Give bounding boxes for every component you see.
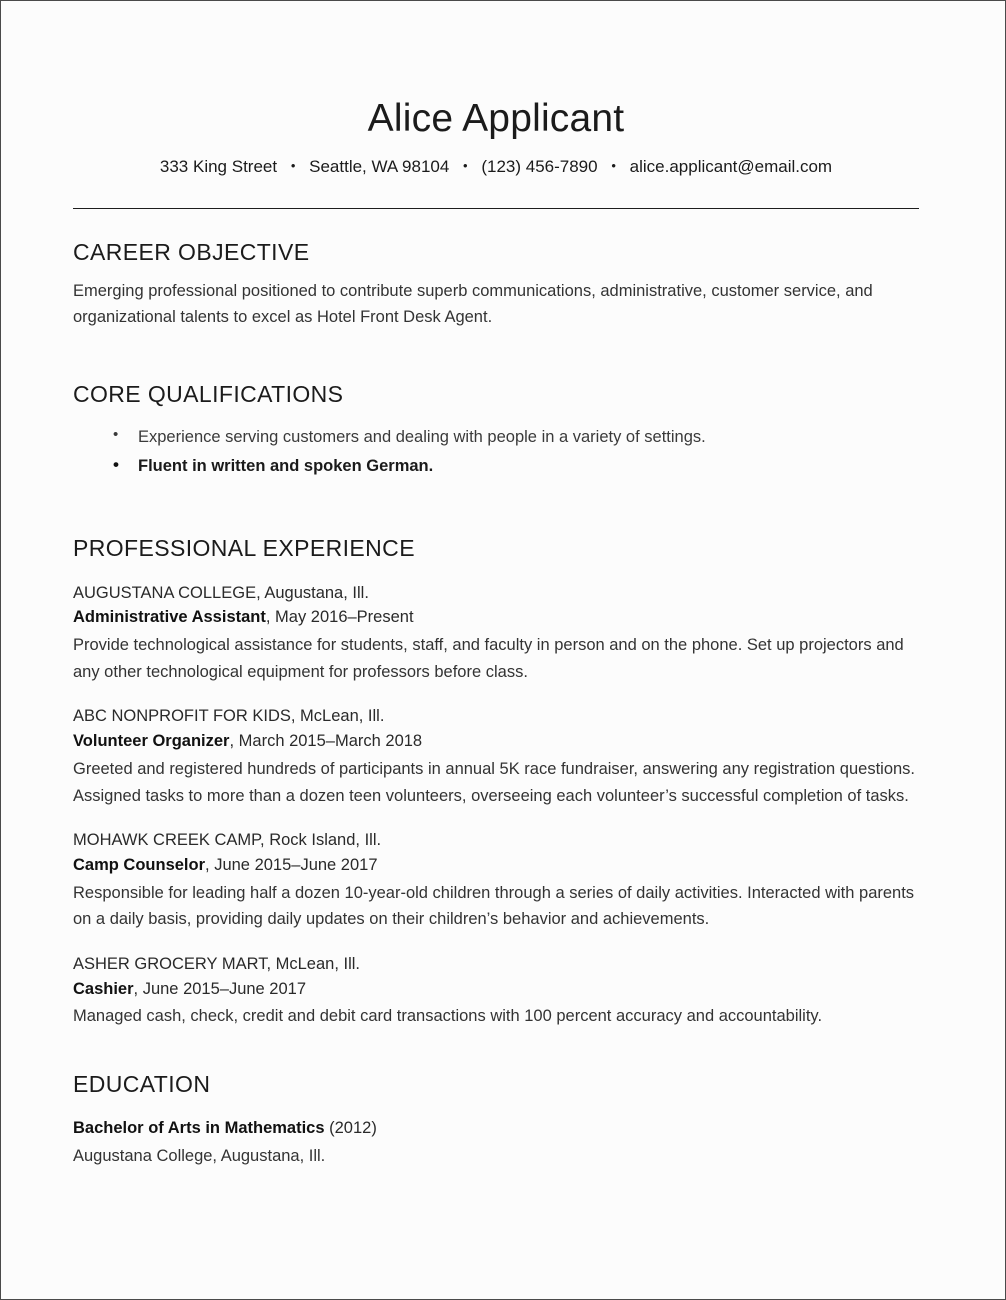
entry-description: Responsible for leading half a dozen 10-year-old children through a series of daily activities. Interacted with parents on a daily basis, providing daily updates on their children’s behavior and achievements. — [73, 883, 915, 929]
entry-dates: , June 2015–June 2017 — [133, 979, 307, 998]
experience-entry — [73, 828, 919, 933]
entry-description: Managed cash, check, credit and debit card transactions with 100 percent accuracy and accountability. — [73, 1007, 823, 1026]
entry-description: Greeted and registered hundreds of participants in annual 5K race fundraiser, answering any registration questions. Assigned tasks to more than a dozen teen volunteers, overseeing each volunteer’s successful completion of tasks. — [73, 759, 916, 805]
experience-entry — [73, 704, 919, 809]
entry-company: AUGUSTANA COLLEGE, Augustana, Ill. — [73, 583, 369, 602]
bullet-separator-icon: • — [290, 157, 296, 173]
entry-role: Cashier — [73, 979, 134, 998]
objective-text: Emerging professional positioned to contribute superb communications, administrative, customer service, and organizational talents to excel as Hotel Front Desk Agent. — [73, 281, 873, 327]
bullet-separator-icon: • — [463, 157, 468, 173]
entry-company: MOHAWK CREEK CAMP, Rock Island, Ill. — [73, 831, 382, 850]
entry-role: Camp Counselor — [73, 855, 206, 874]
entry-company: ASHER GROCERY MART, McLean, Ill. — [73, 954, 361, 973]
entry-role-line — [73, 605, 919, 631]
entry-role-line — [73, 853, 919, 879]
education-school: Augustana College, Augustana, Ill. — [73, 1146, 326, 1165]
bullet-separator-icon: • — [611, 157, 616, 173]
list-item: • Fluent in written and spoken German. — [73, 452, 919, 481]
entry-role: Volunteer Organizer — [73, 732, 230, 751]
entry-dates: , May 2016–Present — [265, 608, 414, 627]
contact-email: alice.applicant@email.com — [629, 156, 833, 176]
contact-address: 333 King Street — [159, 156, 278, 176]
entry-role-line — [73, 729, 919, 755]
entry-company: ABC NONPROFIT FOR KIDS, McLean, Ill. — [73, 707, 385, 726]
contact-city-state-zip: Seattle, WA 98104 — [309, 156, 450, 176]
entry-dates: , June 2015–June 2017 — [205, 855, 378, 874]
experience-entry — [73, 581, 919, 686]
contact-line — [73, 157, 919, 177]
entry-role: Administrative Assistant — [73, 608, 266, 627]
section-heading-objective: CAREER OBJECTIVE — [73, 239, 310, 266]
entry-dates: , March 2015–March 2018 — [229, 732, 423, 751]
section-heading-education: EDUCATION — [73, 1071, 211, 1097]
list-item: • Experience serving customers and dealing with people in a variety of settings. — [73, 423, 919, 452]
resume-content — [73, 1, 919, 1169]
qualifications-list — [73, 423, 919, 481]
section-heading-qualifications: CORE QUALIFICATIONS — [73, 381, 344, 408]
experience-entry — [73, 952, 919, 1030]
entry-description: Provide technological assistance for students, staff, and faculty in person and on the phone. Set up projectors and any other technological equipment for professors before class. — [73, 636, 904, 681]
education-entry — [73, 1115, 919, 1169]
applicant-name: Alice Applicant — [367, 97, 625, 140]
header-divider — [73, 208, 919, 209]
education-year: (2012) — [324, 1119, 377, 1138]
section-heading-experience: PROFESSIONAL EXPERIENCE — [73, 535, 415, 562]
education-degree: Bachelor of Arts in Mathematics — [73, 1119, 325, 1138]
education-degree-line — [73, 1115, 919, 1141]
entry-role-line — [73, 977, 919, 1003]
contact-phone: (123) 456-7890 — [481, 156, 598, 176]
